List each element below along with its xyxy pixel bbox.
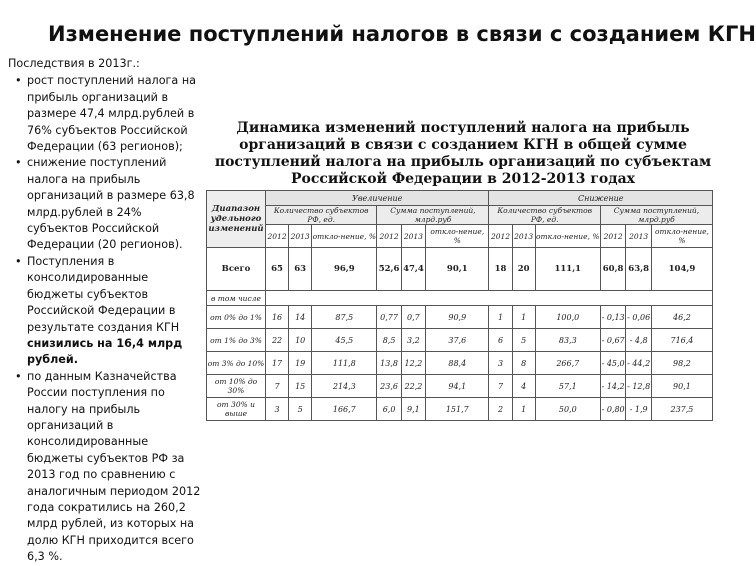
table-cell: - 0,13 <box>600 306 626 329</box>
table-cell: 22,2 <box>401 375 425 398</box>
table-cell: 9,1 <box>401 398 425 421</box>
row-header-total: Всего <box>207 248 266 291</box>
table-cell: 65 <box>266 248 289 291</box>
list-item: • снижение поступлений налога на прибыль организаций в размере 63,8 млрд.рублей в 24% субъектов Российской Федерации (20 регионов). <box>15 156 199 252</box>
table-cell: 16 <box>266 306 289 329</box>
subheader: Сумма поступлений, млрд.руб <box>600 206 712 225</box>
table-cell: 8 <box>512 352 535 375</box>
year-header-cell: откло-нение, % <box>312 225 377 248</box>
table-row <box>207 352 713 375</box>
table-cell: - 0,80 <box>600 398 626 421</box>
table-cell: 0,7 <box>401 306 425 329</box>
table-cell: 6 <box>489 329 512 352</box>
table-cell: 100,0 <box>535 306 600 329</box>
table-cell: 57,1 <box>535 375 600 398</box>
table-cell: 45,5 <box>312 329 377 352</box>
table-row <box>207 306 713 329</box>
table-cell: 716,4 <box>651 329 712 352</box>
table-cell: - 12,8 <box>626 375 652 398</box>
table-cell: 88,4 <box>426 352 489 375</box>
table-cell: 1 <box>512 398 535 421</box>
tax-dynamics-table-image <box>206 120 720 421</box>
slide-title: Изменение поступлений налогов в связи с созданием КГН <box>48 22 756 46</box>
year-header-cell: 2012 <box>377 225 401 248</box>
table-cell: 1 <box>512 306 535 329</box>
year-header-cell: откло-нение, % <box>426 225 489 248</box>
table-cell: 111,1 <box>535 248 600 291</box>
table-cell: 104,9 <box>651 248 712 291</box>
corner-header: Диапазон удельного изменений <box>207 191 266 248</box>
table-cell: 1 <box>489 306 512 329</box>
table-cell: 17 <box>266 352 289 375</box>
table-cell: 52,6 <box>377 248 401 291</box>
year-header-cell: 2012 <box>489 225 512 248</box>
year-header-row <box>207 225 713 248</box>
row-header: от 0% до 1% <box>207 306 266 329</box>
row-header: от 3% до 10% <box>207 352 266 375</box>
year-header-cell: 2013 <box>512 225 535 248</box>
table-cell: 10 <box>289 329 312 352</box>
table-cell: - 4,8 <box>626 329 652 352</box>
year-header-cell: откло-нение, % <box>535 225 600 248</box>
table-cell: - 45,0 <box>600 352 626 375</box>
year-header-cell: 2012 <box>266 225 289 248</box>
row-header: от 10% до 30% <box>207 375 266 398</box>
table-cell: 5 <box>512 329 535 352</box>
table-cell: 60,8 <box>600 248 626 291</box>
group-header-increase: Увеличение <box>266 191 489 206</box>
list-item: • рост поступлений налога на прибыль организаций в размере 47,4 млрд.рублей в 76% субъектов Российской Федерации (63 регионов); <box>15 74 200 154</box>
table-cell: 7 <box>489 375 512 398</box>
table-cell: 3,2 <box>401 329 425 352</box>
table-cell: 7 <box>266 375 289 398</box>
year-header-cell: откло-нение, % <box>651 225 712 248</box>
list-item: • Поступления в консолидированные бюджеты субъектов Российской Федерации в результате создания КГН снизились на 16,4 млрд рублей. <box>15 254 183 367</box>
consequences-text <box>8 56 206 564</box>
table-caption: Динамика изменений поступлений налога на прибыль организаций в связи с созданием КГН в общей сумме поступлений налога на прибыль организаций по субъектам Российской Федерации в 2012-2013 годах <box>214 120 712 187</box>
table-cell: 18 <box>489 248 512 291</box>
table-cell: - 14,2 <box>600 375 626 398</box>
table-cell: 50,0 <box>535 398 600 421</box>
table-cell: 19 <box>289 352 312 375</box>
consequences-list <box>8 73 206 565</box>
row-header: от 30% и выше <box>207 398 266 421</box>
bullet-icon: • <box>15 369 22 383</box>
table-cell: 4 <box>512 375 535 398</box>
table-cell: 0,77 <box>377 306 401 329</box>
table-cell: 12,2 <box>401 352 425 375</box>
table-cell: 22 <box>266 329 289 352</box>
table-cell: 98,2 <box>651 352 712 375</box>
table-cell: 90,1 <box>651 375 712 398</box>
table-row <box>207 375 713 398</box>
consequences-lead: Последствия в 2013г.: <box>8 57 140 70</box>
table-cell: 20 <box>512 248 535 291</box>
table-cell: - 0,67 <box>600 329 626 352</box>
table-cell: 8,5 <box>377 329 401 352</box>
year-header-cell: 2012 <box>600 225 626 248</box>
subheader: Количество субъектов РФ, ед. <box>489 206 600 225</box>
table-cell: 37,6 <box>426 329 489 352</box>
bullet-icon: • <box>15 156 22 170</box>
table-cell: 151,7 <box>426 398 489 421</box>
table-cell: 90,9 <box>426 306 489 329</box>
table-cell: 3 <box>489 352 512 375</box>
list-item: • по данным Казначейства России поступления по налогу на прибыль организаций в консолидированные бюджеты субъектов РФ за 2013 год по сравнению с аналогичным периодом 2012 года сократились на 260,2 млрд рублей, из которых на долю КГН приходится всего 6,3 %. <box>15 369 204 564</box>
row-header-incl: в том числе <box>207 291 266 306</box>
subheader: Сумма поступлений, млрд.руб <box>377 206 489 225</box>
table-cell: - 0,06 <box>626 306 652 329</box>
subheader: Количество субъектов РФ, ед. <box>266 206 377 225</box>
year-header-cell: 2013 <box>626 225 652 248</box>
row-header: от 1% до 3% <box>207 329 266 352</box>
table-cell: 214,3 <box>312 375 377 398</box>
table-row <box>207 291 713 306</box>
table-cell: - 1,9 <box>626 398 652 421</box>
table-cell: 13,8 <box>377 352 401 375</box>
table-cell: 96,9 <box>312 248 377 291</box>
table-cell: 83,3 <box>535 329 600 352</box>
table-cell: 111,8 <box>312 352 377 375</box>
table-cell: 63,8 <box>626 248 652 291</box>
table-cell: 5 <box>289 398 312 421</box>
table-cell: 15 <box>289 375 312 398</box>
table-cell: 63 <box>289 248 312 291</box>
table-cell: 266,7 <box>535 352 600 375</box>
table-row <box>207 329 713 352</box>
table-cell: 166,7 <box>312 398 377 421</box>
table-cell: 94,1 <box>426 375 489 398</box>
table-cell: 47,4 <box>401 248 425 291</box>
table-cell: 23,6 <box>377 375 401 398</box>
table-row <box>207 398 713 421</box>
table-cell: - 44,2 <box>626 352 652 375</box>
bullet-icon: • <box>15 74 22 88</box>
bullet-icon: • <box>15 254 22 268</box>
table-cell: 14 <box>289 306 312 329</box>
table-row <box>207 248 713 291</box>
table-cell: 87,5 <box>312 306 377 329</box>
year-header-cell: 2013 <box>401 225 425 248</box>
table-cell: 3 <box>266 398 289 421</box>
group-header-decrease: Снижение <box>489 191 713 206</box>
table-cell: 237,5 <box>651 398 712 421</box>
table-cell: 6,0 <box>377 398 401 421</box>
year-header-cell: 2013 <box>289 225 312 248</box>
table-cell: 46,2 <box>651 306 712 329</box>
tax-dynamics-table <box>206 190 713 421</box>
table-cell: 90,1 <box>426 248 489 291</box>
table-cell: 2 <box>489 398 512 421</box>
